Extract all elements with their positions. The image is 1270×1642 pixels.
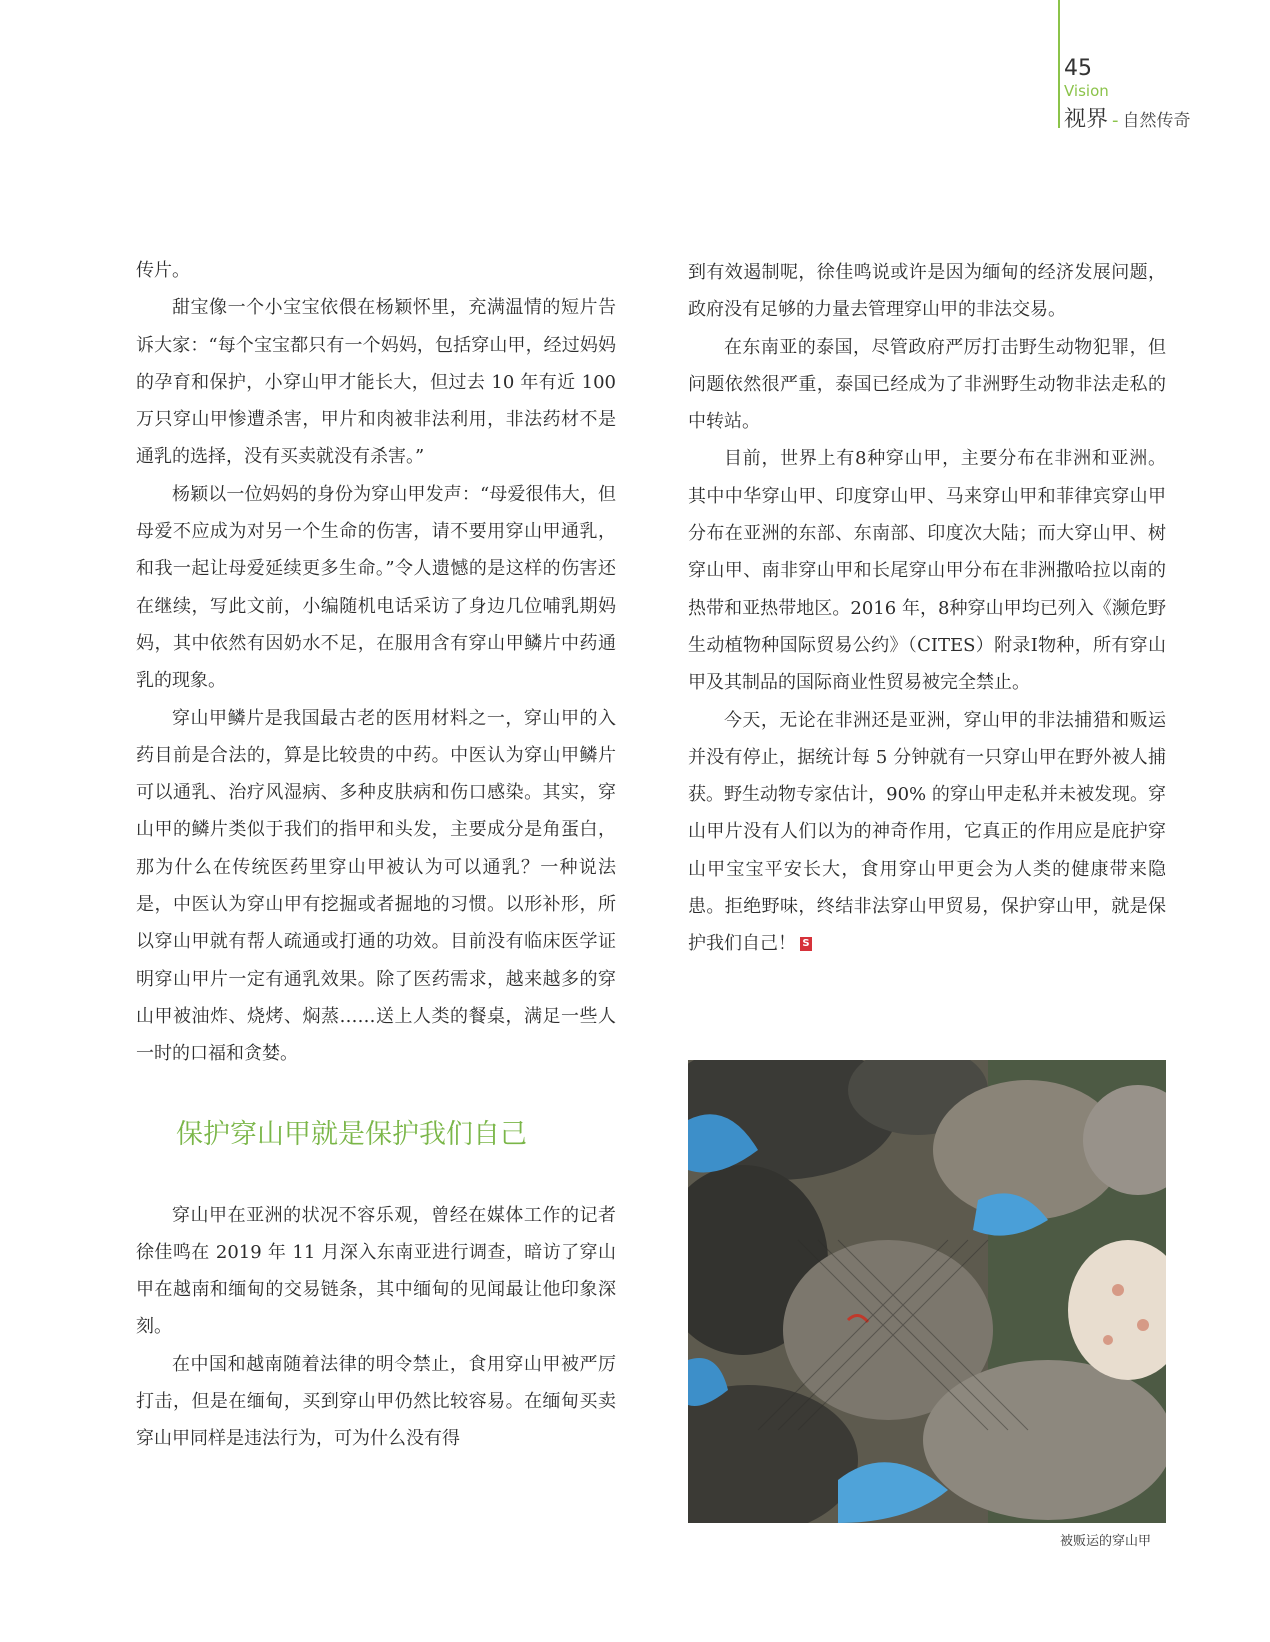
- final-text: 今天，无论在非洲还是亚洲，穿山甲的非法捕猎和贩运并没有停止，据统计每 5 分钟就有一只穿山甲在野外被人捕获。野生动物专家估计，90% 的穿山甲走私并未被发现。穿山甲片没有人们以为的神奇作用，它真正的作用应是庇护穿山甲宝宝平安长大，食用穿山甲更会为人类的健康带来隐患。拒绝野味，终结非法穿山甲贸易，保护穿山甲，就是保护我们自己！: [688, 709, 1166, 955]
- subsection-title: 自然传奇: [1122, 111, 1191, 131]
- paragraph: 穿山甲在亚洲的状况不容乐观，曾经在媒体工作的记者徐佳鸣在 2019 年 11 月深入东南亚进行调查，暗访了穿山甲在越南和缅甸的交易链条，其中缅甸的见闻最让他印象深刻。: [136, 1204, 616, 1338]
- paragraph: 目前，世界上有8种穿山甲，主要分布在非洲和亚洲。其中中华穿山甲、印度穿山甲、马来穿山甲和菲律宾穿山甲分布在亚洲的东部、东南部、印度次大陆；而大穿山甲、树穿山甲、南非穿山甲和长尾穿山甲分布在非洲撒哈拉以南的热带和亚热带地区。2016 年，8种穿山甲均已列入《濒危野生动植物种国际贸易公约》（CITES）附录I物种，所有穿山甲及其制品的国际商业性贸易被完全禁止。: [688, 448, 1166, 694]
- paragraph: 甜宝像一个小宝宝依偎在杨颖怀里，充满温情的短片告诉大家：“每个宝宝都只有一个妈妈，包括穿山甲，经过妈妈的孕育和保护，小穿山甲才能长大，但过去 10 年有近 100 万只穿山甲惨遭杀害，甲片和肉被非法利用，非法药材不是通乳的选择，没有买卖就没有杀害。”: [136, 297, 616, 468]
- photo-caption: 被贩运的穿山甲: [1060, 1534, 1152, 1549]
- paragraph: 在东南亚的泰国，尽管政府严厉打击野生动物犯罪，但问题依然很严重，泰国已经成为了非洲野生动物非法走私的中转站。: [688, 336, 1166, 433]
- section-title: [1064, 102, 1191, 133]
- right-column: [688, 254, 1166, 963]
- pangolin-photo: [688, 1060, 1166, 1523]
- section-dash: -: [1112, 110, 1119, 131]
- pangolin-photo-illustration: [688, 1060, 1166, 1523]
- paragraph: 在中国和越南随着法律的明令禁止，食用穿山甲被严厉打击，但是在缅甸，买到穿山甲仍然比较容易。在缅甸买卖穿山甲同样是违法行为，可为什么没有得: [136, 1353, 616, 1450]
- paragraph: 杨颖以一位妈妈的身份为穿山甲发声：“母爱很伟大，但母爱不应成为对另一个生命的伤害，请不要用穿山甲通乳，和我一起让母爱延续更多生命。”令人遗憾的是这样的伤害还在继续，写此文前，小编随机电话采访了身边几位哺乳期妈妈，其中依然有因奶水不足，在服用含有穿山甲鳞片中药通乳的现象。: [136, 483, 616, 692]
- paragraph-final: [688, 702, 1166, 963]
- paragraph: 到有效遏制呢，徐佳鸣说或许是因为缅甸的经济发展问题，政府没有足够的力量去管理穿山甲的非法交易。: [688, 262, 1166, 321]
- end-mark-icon: S: [800, 937, 812, 951]
- section-english: Vision: [1064, 82, 1109, 100]
- section-chinese: 视界: [1064, 107, 1109, 132]
- paragraph: 穿山甲鳞片是我国最古老的医用材料之一，穿山甲的入药目前是合法的，算是比较贵的中药。中医认为穿山甲鳞片可以通乳、治疗风湿病、多种皮肤病和伤口感染。其实，穿山甲的鳞片类似于我们的指甲和头发，主要成分是角蛋白，那为什么在传统医药里穿山甲被认为可以通乳？一种说法是，中医认为穿山甲有挖掘或者掘地的习惯。以形补形，所以穿山甲就有帮人疏通或打通的功效。目前没有临床医学证明穿山甲片一定有通乳效果。除了医药需求，越来越多的穿山甲被油炸、烧烤、焖蒸……送上人类的餐桌，满足一些人一时的口福和贪婪。: [136, 707, 616, 1065]
- header-divider: [1058, 0, 1060, 128]
- left-column: [136, 252, 616, 1458]
- section-heading: 保护穿山甲就是保护我们自己: [176, 1118, 527, 1150]
- page-number: 45: [1064, 56, 1092, 81]
- paragraph: 传片。: [136, 260, 190, 281]
